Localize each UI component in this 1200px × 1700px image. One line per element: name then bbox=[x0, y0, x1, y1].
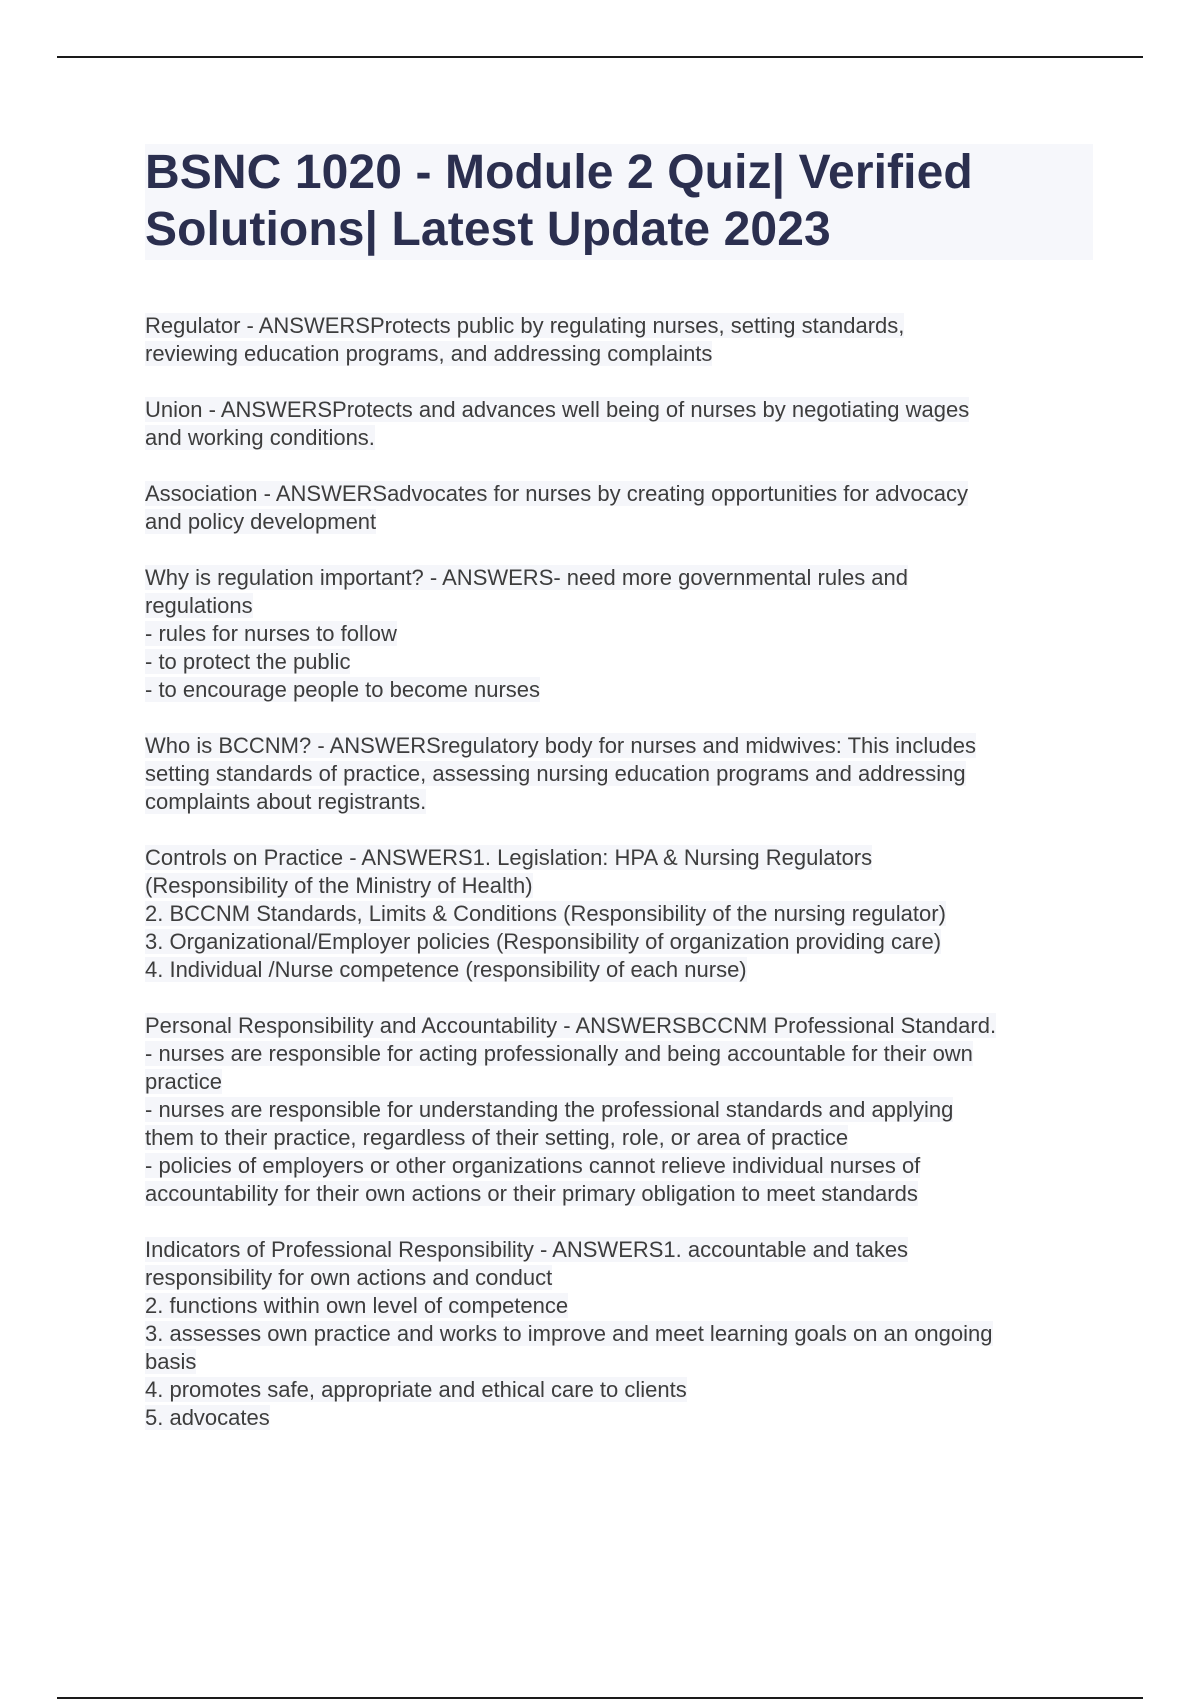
text-line: basis bbox=[145, 1349, 197, 1374]
text-line: - nurses are responsible for acting professionally and being accountable for their own bbox=[145, 1041, 973, 1066]
text-line: and policy development bbox=[145, 509, 377, 534]
text-line: Union - ANSWERSProtects and advances well being of nurses by negotiating wages bbox=[145, 397, 970, 422]
bottom-rule bbox=[57, 1697, 1143, 1699]
document-body bbox=[145, 312, 1095, 1460]
text-line: 3. assesses own practice and works to improve and meet learning goals on an ongoing bbox=[145, 1321, 993, 1346]
text-line: - nurses are responsible for understanding the professional standards and applying bbox=[145, 1097, 954, 1122]
entry-union bbox=[145, 396, 1095, 452]
top-rule bbox=[57, 56, 1143, 58]
text-line: responsibility for own actions and conduct bbox=[145, 1265, 553, 1290]
entry-who-is-bccnm bbox=[145, 732, 1095, 816]
text-line: Why is regulation important? - ANSWERS- need more governmental rules and bbox=[145, 565, 909, 590]
entry-regulator bbox=[145, 312, 1095, 368]
entry-indicators-of-responsibility bbox=[145, 1236, 1095, 1432]
text-line: regulations bbox=[145, 593, 253, 618]
text-line: 3. Organizational/Employer policies (Responsibility of organization providing care) bbox=[145, 929, 942, 954]
text-line: 2. BCCNM Standards, Limits & Conditions (Responsibility of the nursing regulator) bbox=[145, 901, 946, 926]
text-line: - rules for nurses to follow bbox=[145, 621, 397, 646]
text-line: - to protect the public bbox=[145, 649, 351, 674]
title-block bbox=[145, 144, 1093, 260]
document-title bbox=[145, 144, 1089, 258]
text-line: practice bbox=[145, 1069, 223, 1094]
text-line: accountability for their own actions or their primary obligation to meet standards bbox=[145, 1181, 918, 1206]
text-line: - to encourage people to become nurses bbox=[145, 677, 541, 702]
text-line: Personal Responsibility and Accountability - ANSWERSBCCNM Professional Standard. bbox=[145, 1013, 997, 1038]
text-line: Who is BCCNM? - ANSWERSregulatory body for nurses and midwives: This includes bbox=[145, 733, 977, 758]
text-line: Indicators of Professional Responsibility - ANSWERS1. accountable and takes bbox=[145, 1237, 909, 1262]
text-line: Regulator - ANSWERSProtects public by regulating nurses, setting standards, bbox=[145, 313, 905, 338]
entry-association bbox=[145, 480, 1095, 536]
title-line: BSNC 1020 - Module 2 Quiz| Verified bbox=[145, 146, 973, 199]
text-line: them to their practice, regardless of their setting, role, or area of practice bbox=[145, 1125, 849, 1150]
text-line: - policies of employers or other organizations cannot relieve individual nurses of bbox=[145, 1153, 921, 1178]
text-line: complaints about registrants. bbox=[145, 789, 427, 814]
text-line: Controls on Practice - ANSWERS1. Legislation: HPA & Nursing Regulators bbox=[145, 845, 873, 870]
title-line: Solutions| Latest Update 2023 bbox=[145, 203, 831, 256]
text-line: Association - ANSWERSadvocates for nurses by creating opportunities for advocacy bbox=[145, 481, 968, 506]
text-line: 4. Individual /Nurse competence (responsibility of each nurse) bbox=[145, 957, 747, 982]
text-line: (Responsibility of the Ministry of Health) bbox=[145, 873, 533, 898]
text-line: 4. promotes safe, appropriate and ethical care to clients bbox=[145, 1377, 687, 1402]
entry-controls-on-practice bbox=[145, 844, 1095, 984]
text-line: 2. functions within own level of competence bbox=[145, 1293, 569, 1318]
entry-why-regulation bbox=[145, 564, 1095, 704]
text-line: reviewing education programs, and addressing complaints bbox=[145, 341, 713, 366]
entry-personal-responsibility bbox=[145, 1012, 1095, 1208]
text-line: 5. advocates bbox=[145, 1405, 270, 1430]
text-line: setting standards of practice, assessing nursing education programs and addressing bbox=[145, 761, 966, 786]
text-line: and working conditions. bbox=[145, 425, 375, 450]
